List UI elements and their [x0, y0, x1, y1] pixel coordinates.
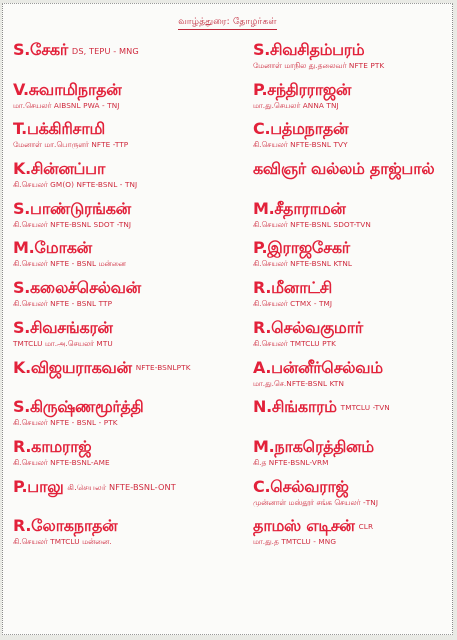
greeting-entry [13, 159, 251, 199]
person-name-text: R.லோகநாதன் [13, 516, 118, 536]
person-role: மேனாள் மாநில து.தலைவர் NFTE PTK [253, 61, 385, 70]
greeting-entry [253, 318, 451, 358]
person-name [13, 159, 105, 179]
person-role: மேனாள் மா.பொருளர் NFTE -TTP [13, 140, 129, 150]
person-name-text: R.காமராஜ் [13, 436, 92, 456]
greeting-entry [13, 477, 251, 517]
person-role: கி.செயலர் NFTE-BSNL KTNL [253, 259, 353, 269]
greeting-entry [253, 477, 451, 517]
person-name [253, 199, 346, 219]
person-name-text: S.சிவசங்கரன் [13, 317, 113, 337]
person-name-text: K.சின்னப்பா [13, 159, 106, 179]
person-name-text: R.செல்வகுமார் [253, 317, 363, 337]
person-role: மா.து.செ.NFTE-BSNL KTN [253, 378, 345, 388]
person-name-text: T.பக்கிரிசாமி [13, 119, 105, 139]
person-name [13, 318, 113, 338]
right-column [253, 40, 451, 556]
greeting-entry [253, 278, 451, 318]
person-role: கி.செயலர் TMTCLU மன்னை. [13, 537, 112, 547]
greeting-entry [253, 437, 451, 477]
person-name-text: M.மோகன் [13, 238, 92, 258]
person-name [253, 80, 351, 100]
person-role: கி.செயலர் GM(O) NFTE-BSNL - TNJ [13, 180, 138, 190]
person-role: கி.செயலர் NFTE-BSNL SDOT -TNJ [13, 219, 132, 229]
person-name-text: P.சந்திரராஜன் [253, 79, 352, 99]
greeting-entry [253, 40, 451, 80]
greeting-entry [253, 159, 451, 199]
greeting-entry [13, 318, 251, 358]
person-name-text: S.சேகர் [13, 40, 68, 59]
greeting-entry [13, 40, 251, 80]
person-name [13, 278, 141, 298]
person-name [253, 318, 363, 338]
person-name-text: R.மீனாட்சி [253, 278, 332, 298]
person-inline-role: CLR [358, 521, 374, 531]
greeting-entry [13, 199, 251, 239]
person-role: கி.செயலர் NFTE - BSNL TTP [13, 299, 113, 309]
person-name-text: P.பாலு [13, 476, 64, 496]
greeting-entry [13, 516, 251, 556]
greeting-entry [13, 119, 251, 159]
person-role: மா.செயலர் AIBSNL PWA - TNJ [13, 100, 120, 110]
person-name-text: C.பத்மநாதன் [253, 119, 349, 139]
greeting-entry [253, 516, 451, 556]
person-name-text: V.சுவாமிநாதன் [13, 79, 122, 99]
person-inline-role: TMTCLU -TVN [340, 402, 390, 412]
person-name [13, 119, 105, 139]
person-role: மா.து.த TMTCLU - MNG [253, 537, 337, 547]
person-name [253, 278, 332, 298]
greeting-entry [253, 119, 451, 159]
person-name-text: N.சிங்காரம் [253, 397, 337, 417]
person-role: கி.செயலர் NFTE-BSNL SDOT-TVN [253, 219, 371, 229]
person-inline-role: கி.செயலர் NFTE-BSNL-ONT [67, 482, 176, 493]
greeting-entry [253, 80, 451, 120]
person-inline-role: DS, TEPU - MNG [71, 45, 139, 56]
person-role: கி.செயலர் NFTE-BSNL-AME [13, 457, 110, 467]
person-name-text: S.பாண்டுரங்கன் [13, 198, 131, 218]
person-name [253, 477, 349, 497]
person-name [253, 119, 348, 139]
person-name-text: தாமஸ் எடிசன் [253, 516, 355, 536]
person-name [253, 397, 390, 418]
person-role: கி.த NFTE-BSNL-VRM [253, 457, 329, 467]
person-name-text: P.இராஜசேகர் [253, 238, 350, 258]
person-name [13, 397, 143, 417]
person-name [253, 437, 374, 457]
person-name-text: C.செல்வராஜ் [253, 476, 349, 496]
person-name-text: M.நாகரெத்தினம் [253, 436, 374, 456]
person-name [13, 40, 139, 61]
person-name [13, 437, 91, 457]
person-name-text: M.சீதாராமன் [253, 198, 346, 218]
person-name [13, 516, 117, 536]
person-name [253, 358, 383, 378]
person-role: கி.செயலர் NFTE-BSNL TVY [253, 140, 348, 150]
person-name [13, 80, 121, 100]
person-name [253, 516, 373, 537]
greetings-sheet [2, 3, 453, 635]
person-name [253, 159, 434, 179]
person-role: முன்னாள் மஸ்தூர் சங்க செயலர் -TNJ [253, 497, 379, 507]
person-name [13, 477, 176, 498]
person-name [13, 358, 191, 379]
greeting-entry [253, 397, 451, 437]
greeting-entry [13, 80, 251, 120]
person-name [13, 199, 131, 219]
greeting-entry [13, 437, 251, 477]
greeting-entry [13, 278, 251, 318]
greeting-entry [253, 199, 451, 239]
person-name-text: கவிஞர் வல்லம் தாஜ்பால் [253, 159, 435, 179]
person-role: கி.செயலர் NFTE - BSNL - PTK [13, 418, 118, 428]
greeting-entry [13, 397, 251, 437]
greeting-entry [13, 238, 251, 278]
greeting-entry [13, 358, 251, 398]
person-name-text: K.விஜயராகவன் [13, 357, 132, 377]
page-heading [3, 17, 452, 28]
person-name [13, 238, 92, 258]
person-role: TMTCLU மா.அ.செயலர் MTU [13, 338, 113, 348]
person-name [253, 238, 350, 258]
person-role: மா.து.செயலர் ANNA TNJ [253, 100, 339, 110]
heading-text: வாழ்த்துரை: தோழர்கள் [178, 17, 276, 30]
person-name-text: S.கலைச்செல்வன் [13, 278, 141, 298]
left-column [13, 40, 251, 556]
person-name-text: S.கிருஷ்ணமூர்த்தி [13, 397, 144, 417]
person-role: கி.செயலர் NFTE - BSNL மன்னை [13, 259, 126, 269]
person-name [253, 40, 364, 60]
person-inline-role: NFTE-BSNLPTK [135, 363, 191, 372]
person-role: கி.செயலர் TMTCLU PTK [253, 338, 337, 348]
person-role: கி.செயலர் CTMX - TMJ [253, 299, 333, 309]
person-name-text: A.பன்னீர்செல்வம் [253, 357, 383, 377]
greeting-entry [253, 358, 451, 398]
person-name-text: S.சிவசிதம்பரம் [253, 40, 365, 59]
greeting-entry [253, 238, 451, 278]
